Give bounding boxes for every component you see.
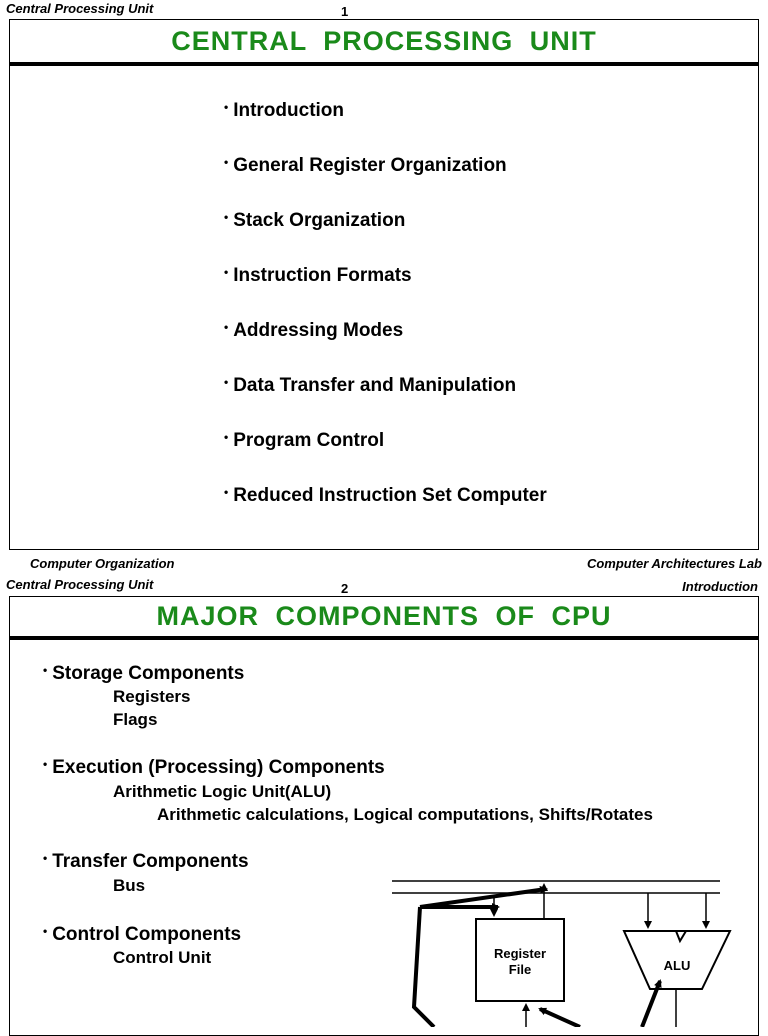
execution-heading: • Execution (Processing) Components — [43, 757, 385, 778]
toc-item: • Data Transfer and Manipulation — [224, 375, 517, 396]
bullet-icon: • — [224, 320, 229, 334]
toc-item: • Addressing Modes — [224, 320, 404, 341]
bullet-icon: • — [43, 924, 48, 938]
storage-item-registers: Registers — [113, 687, 191, 706]
execution-detail: Arithmetic calculations, Logical computations, Shifts/Rotates — [157, 805, 653, 824]
transfer-item-bus: Bus — [113, 876, 146, 895]
register-file-label-line2: File — [508, 962, 532, 977]
slide1-footer-right: Computer Architectures Lab — [586, 556, 762, 571]
bullet-icon: • — [224, 265, 229, 279]
register-file-label-line1: Register — [493, 946, 547, 961]
slide2-title-rule — [10, 636, 758, 640]
toc-item: • Introduction — [224, 100, 345, 121]
slide2-page-number: 2 — [341, 581, 349, 596]
slide2-header-right: Introduction — [682, 579, 758, 594]
toc-item: • Instruction Formats — [224, 265, 412, 286]
slide1-title-rule — [10, 62, 758, 66]
slide1-footer-left: Computer Organization — [30, 556, 175, 571]
slide2-frame — [9, 596, 759, 1036]
bullet-icon: • — [224, 375, 229, 389]
control-item-unit: Control Unit — [113, 948, 212, 967]
slide2-header-left: Central Processing Unit — [6, 577, 154, 592]
feedback-path — [414, 907, 434, 1027]
alu-label: ALU — [663, 958, 691, 973]
bullet-icon: • — [224, 155, 229, 169]
bullet-icon: • — [43, 757, 48, 771]
slide1-frame — [9, 19, 759, 550]
bullet-icon: • — [43, 663, 48, 677]
bullet-icon: • — [224, 485, 229, 499]
bullet-icon: • — [224, 210, 229, 224]
execution-item-alu: Arithmetic Logic Unit(ALU) — [113, 782, 332, 801]
transfer-heading: • Transfer Components — [43, 851, 249, 872]
bullet-icon: • — [224, 430, 229, 444]
slide1-page-number: 1 — [341, 4, 349, 19]
control-heading: • Control Components — [43, 924, 242, 945]
toc-item: • Stack Organization — [224, 210, 406, 231]
slide2-title: MAJOR COMPONENTS OF CPU — [156, 601, 612, 631]
slide1-header-left: Central Processing Unit — [6, 1, 154, 16]
toc-item: • General Register Organization — [224, 155, 507, 176]
slide1-title: CENTRAL PROCESSING UNIT — [171, 26, 597, 56]
storage-heading: • Storage Components — [43, 663, 245, 684]
bullet-icon: • — [43, 851, 48, 865]
toc-item: • Program Control — [224, 430, 385, 451]
storage-item-flags: Flags — [113, 710, 158, 729]
thick-arrow-to-bus — [420, 889, 546, 907]
toc-item: • Reduced Instruction Set Computer — [224, 485, 547, 506]
thick-arrow-into-regfile — [540, 1009, 580, 1027]
cpu-diagram — [380, 867, 740, 1027]
bullet-icon: • — [224, 100, 229, 114]
